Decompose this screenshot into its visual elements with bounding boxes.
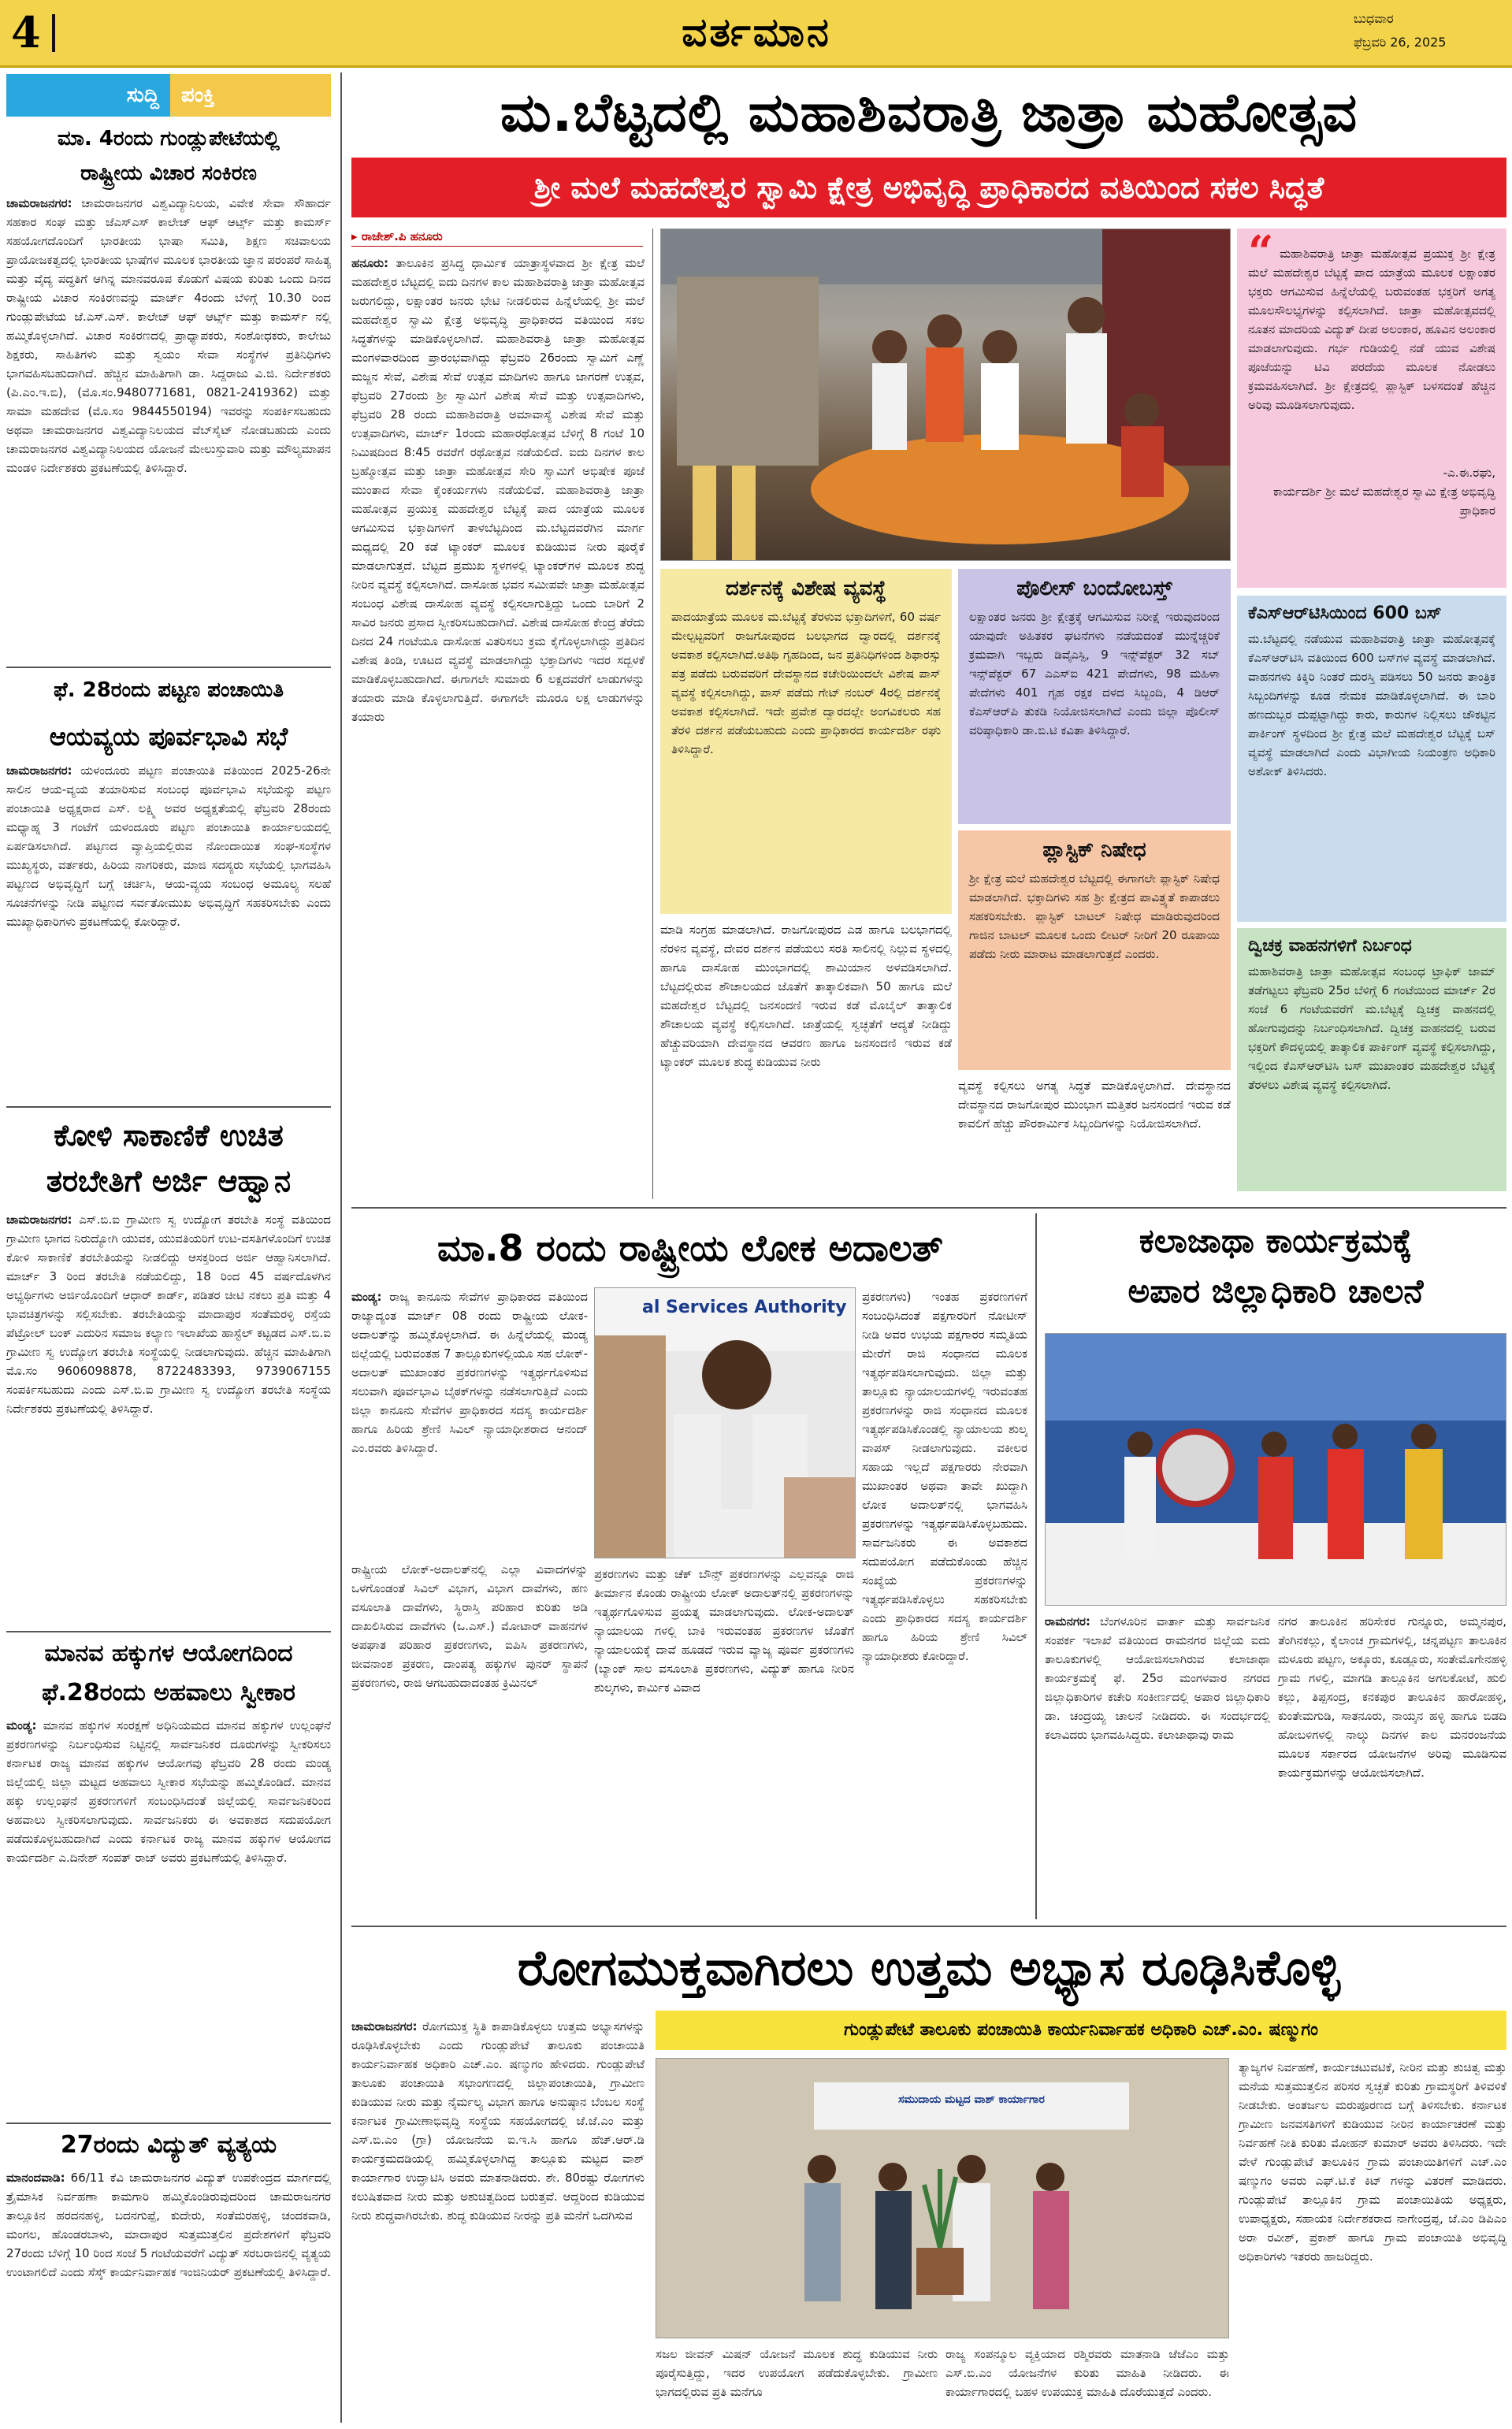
sidebar-tab [6, 74, 331, 117]
byline-author: ರಾಜೇಶ್.ಪಿ ಹನೂರು [361, 229, 443, 243]
darshan-box [660, 569, 952, 914]
divider [6, 667, 331, 668]
s1-headline-1: ಮಾ. 4ರಂದು ಗುಂಡ್ಲುಪೇಟೆಯಲ್ಲಿ [57, 127, 280, 150]
adalat-col1b [351, 1560, 588, 1919]
adalat-headline: ಮಾ.8 ರಂದು ರಾಷ್ಟ್ರೀಯ ಲೋಕ ಅದಾಲತ್ [437, 1227, 943, 1269]
masthead-title: ವರ್ತಮಾನ [682, 9, 831, 55]
s1-headline-2: ರಾಷ್ಟ್ರೀಯ ವಿಚಾರ ಸಂಕಿರಣ [80, 162, 257, 185]
darshan-text: ಪಾದಯಾತ್ರೆಯ ಮೂಲಕ ಮ.ಬೆಟ್ಟಕ್ಕೆ ತೆರಳುವ ಭಕ್ತಾದಿಗಳಿಗೆ, 60 ವರ್ಷ ಮೇಲ್ಪಟ್ಟವರಿಗೆ ರಾಜಗೋಪುರದ ಬಲಭಾಗದ ದ್ವಾರದಲ್ಲಿ ದರ್ಶನಕ್ಕೆ ಅವಕಾಶ ಕಲ್ಪಿಸಲಾಗಿದೆ.ಅತಿಥಿ ಗೃಹದಿಂದ, ಜನ ಪ್ರತಿನಿಧಿಗಳಿಂದ ಶಿಫಾರಸ್ಸು ಪತ್ರ ಪಡೆದು ಬರುವವರಿಗೆ ದೇವಸ್ಥಾನದ ಕಚೇರಿಯಿಂದಲೇ ವಿಶೇಷ ಪಾಸ್ ವ್ಯವಸ್ಥೆ ಕಲ್ಪಿಸಲಾಗಿದ್ದು, ಪಾಸ್ ಪಡೆದು ಗೇಟ್ ನಂಬರ್ 4ರಲ್ಲಿ ದರ್ಶನಕ್ಕೆ ಅವಕಾಶ ಕಲ್ಪಿಸಲಾಗಿದೆ. ಇದೇ ಪ್ರವೇಶ ದ್ವಾರದಲ್ಲೇ ಅಂಗವಿಕಲರು ಸಹ ತೆರಳಿ ದರ್ಶನ ಪಡೆಯಬಹುದು ಎಂದು ಪ್ರಾಧಿಕಾರದ ಕಾರ್ಯದರ್ಶಿ ರಘು ತಿಳಿಸಿದ್ದಾರೆ. [671, 610, 941, 756]
s4-dateline: ಮಂಡ್ಯ: [6, 1718, 37, 1733]
s4-headline-2: ಫೆ.28ರಂದು ಅಹವಾಲು ಸ್ವೀಕಾರ [42, 1679, 295, 1707]
bus-box [1237, 596, 1506, 922]
kalajatha-dateline: ರಾಮನಗರ: [1045, 1614, 1090, 1629]
twowheeler-title: ದ್ವಿಚಕ್ರ ವಾಹನಗಳಿಗೆ ನಿರ್ಬಂಧ [1248, 936, 1412, 956]
quote-sign-name: -ಎ.ಈ.ರಘು, [1443, 466, 1495, 480]
temple-kitchen-photo [660, 228, 1231, 561]
adalat-col1b-text: ರಾಷ್ಟ್ರೀಯ ಲೋಕ್-ಅದಾಲತ್‌ನಲ್ಲಿ ಎಲ್ಲಾ ವಿವಾದಗಳನ್ನು ಒಳಗೊಂಡಂತೆ ಸಿವಿಲ್ ವಿಭಾಗ, ವಿಭಾಗ ದಾವೆಗಳು, ಹಣ ವಸೂಲಾತಿ ದಾವೆಗಳು, ಸ್ಥಿರಾಸ್ತಿ ಪರಿಹಾರ ಕುರಿತು ಅಡಿ ದಾಖಲಿಸಿರುವ ದಾವೆಗಳು (ಒ.ಎಸ್.) ಮೋಟಾರ್ ವಾಹನಗಳ ಅಪಘಾತ ಪರಿಹಾರ ಪ್ರಕರಣಗಳು, ಐಪಿಸಿ ಪ್ರಕರಣಗಳು, ಜೀವನಾಂಶ ಪ್ರಕರಣ, ದಾಂಪತ್ಯ ಹಕ್ಕುಗಳ ಪುನರ್ ಸ್ಥಾಪನೆ ಪ್ರಕರಣಗಳು, ರಾಜಿ ಆಗಬಹುದಾದಂತಹ ಕ್ರಿಮಿನಲ್ [351, 1562, 588, 1690]
lead-col1-text: ತಾಲೂಕಿನ ಪ್ರಸಿದ್ಧ ಧಾರ್ಮಿಕ ಯಾತ್ರಾಸ್ಥಳವಾದ ಶ್ರೀ ಕ್ಷೇತ್ರ ಮಲೆ ಮಹದೇಶ್ವರ ಬೆಟ್ಟದಲ್ಲಿ ಐದು ದಿನಗಳ ಕಾಲ ಮಹಾಶಿವರಾತ್ರಿ ಜಾತ್ರಾ ಮಹೋತ್ಸವ ಜರುಗಲಿದ್ದು, ಲಕ್ಷಾಂತರ ಜನರು ಭೇಟಿ ನೀಡಲಿರುವ ಹಿನ್ನೆಲೆಯಲ್ಲಿ ಶ್ರೀ ಮಲೆ ಮಹದೇಶ್ವರ ಸ್ವಾಮಿ ಕ್ಷೇತ್ರ ಅಭಿವೃದ್ಧಿ ಪ್ರಾಧಿಕಾರದ ವತಿಯಿಂದ ಸಕಲ ಸಿದ್ಧತೆಗಳನ್ನು ಮಾಡಿಕೊಳ್ಳಲಾಗಿದೆ. ಮಹಾಶಿವರಾತ್ರಿ ಜಾತ್ರಾ ಮಹೋತ್ಸವ ಮಂಗಳವಾರದಿಂದ ಪ್ರಾರಂಭವಾಗಿದ್ದು ಫೆಬ್ರವರಿ 26ರಂದು ಸ್ವಾಮಿಗೆ ಎಣ್ಣೆ ಮಜ್ಜನ ಸೇವೆ, ವಿಶೇಷ ಸೇವೆ ಉತ್ಸವ ಮಾದಿಗಳು ಹಾಗೂ ಜಾಗರಣೆ ಉತ್ಸವ, ಫೆಬ್ರವರಿ 27ರಂದು ಶ್ರೀ ಸ್ವಾಮಿಗೆ ವಿಶೇಷ ಸೇವೆ ಮತ್ತು ಉತ್ಸವಾದಿಗಳು, ಫೆಬ್ರವರಿ 28 ರಂದು ಮಹಾಶಿವರಾತ್ರಿ ಅಮಾವಾಸ್ಯೆ ವಿಶೇಷ ಸೇವೆ ಮತ್ತು ಉತ್ಸವಾದಿಗಳು, ಮಾರ್ಚ್ 1ರಂದು ಮಹಾರಥೋತ್ಸವ ಬೆಳಿಗ್ಗೆ 8 ಗಂಟೆ 10 ನಿಮಿಷದಿಂದ 8:45 ರವರೆಗೆ ರಥೋತ್ಸವ ನಡೆಯಲಿದೆ. ಐದು ದಿನಗಳ ಕಾಲ ಬ್ರಹ್ಮೋತ್ಸವ ಮತ್ತು ಜಾತ್ರಾ ಮಹೋತ್ಸವ ಸೇರಿ ಸ್ವಾಮಿಗೆ ಅಭಿಷೇಕ ಪೂಜೆ ಮುಂತಾದ ಸೇವಾ ಕೈಂಕರ್ಯಗಳು ನಡೆಯಲಿವೆ. ಮಹಾಶಿವರಾತ್ರಿ ಜಾತ್ರಾ ಮಹೋತ್ಸವ ಪ್ರಯುಕ್ತ ಮಹದೇಶ್ವರ ಬೆಟ್ಟಕ್ಕೆ ಪಾದ ಯಾತ್ರೆಯ ಮೂಲಕ ಆಗಮಿಸುವ ಭಕ್ತಾದಿಗಳಿಗೆ ತಾಳಬೆಟ್ಟದಿಂದ ಮ.ಬೆಟ್ಟದವರೆಗಿನ ಮಾರ್ಗ ಮಧ್ಯದಲ್ಲಿ 20 ಕಡೆ ಟ್ಯಾಂಕರ್ ಮೂಲಕ ಕುಡಿಯುವ ನೀರು ಪೂರೈಕೆ ಮಾಡಲಾಗುತ್ತದೆ. ಬೆಟ್ಟದ ಪ್ರಮುಖ ಸ್ಥಳಗಳಲ್ಲಿ ಟ್ಯಾಂಕರ್‌ಗಳ ಮೂಲಕ ಶುದ್ಧ ನೀರಿನ ವ್ಯವಸ್ಥೆ ಕಲ್ಪಿಸಲಾಗಿದೆ. ದಾಸೋಹ ಭವನ ಸಮೀಪವೇ ಜಾತ್ರಾ ಮಹೋತ್ಸವ ಸಂಬಂಧ ವಿಶೇಷ ದಾಸೋಹ ವ್ಯವಸ್ಥೆ ಕಲ್ಪಿಸಲಾಗುತ್ತಿದ್ದು ಒಂದು ಬಾರಿಗೆ 2 ಸಾವಿರ ಜನರು ಪ್ರಸಾದ ಸ್ವೀಕರಿಸಬಹುದಾಗಿದೆ. ವಿಶೇಷ ದಾಸೋಹ ಕೇಂದ್ರ ತೆರೆದು ದಿನದ 24 ಗಂಟೆಯೂ ದಾಸೋಹ ವಿತರಿಸಲು ಕ್ರಮ ಕೈಗೊಳ್ಳಲಾಗಿದ್ದು ಪ್ರತಿದಿನ ವಿಶೇಷ ತಿಂಡಿ, ಊಟದ ವ್ಯವಸ್ಥೆ ಮಾಡಲಾಗಿದ್ದು ಭಕ್ತಾದಿಗಳು ಇದರ ಸದ್ಬಳಕೆ ಮಾಡಿಕೊಳ್ಳಬಹುದಾಗಿದೆ. ಈಗಾಗಲೇ ಸುಮಾರು 6 ಲಕ್ಷದವರೆಗೆ ಲಾಡುಗಳನ್ನು ತಯಾರು ಮಾಡಿ ಕೊಳ್ಳಲಾಗುತ್ತಿದೆ. ಈಗಾಗಲೇ ಮೂರೂ ಲಕ್ಷ ಲಾಡುಗಳನ್ನು ತಯಾರು [351, 256, 645, 724]
lead-col2a [660, 920, 952, 1199]
twowheeler-box [1237, 928, 1506, 1191]
arrow-icon: ▸ [351, 229, 362, 243]
s3-headline-2: ತರಬೇತಿಗೆ ಅರ್ಜಿ ಆಹ್ವಾನ [46, 1164, 292, 1198]
lead-col2a-text: ಮಾಡಿ ಸಂಗ್ರಹ ಮಾಡಲಾಗಿದೆ. ರಾಜಗೋಪುರದ ಎಡ ಹಾಗೂ ಬಲಭಾಗದಲ್ಲಿ ನೆರಳಿನ ವ್ಯವಸ್ಥೆ, ದೇವರ ದರ್ಶನ ಪಡೆಯಲು ಸರತಿ ಸಾಲಿನಲ್ಲಿ ನಿಲ್ಲುವ ಸ್ಥಳದಲ್ಲಿ ಹಾಗೂ ದಾಸೋಹ ಮುಂಭಾಗದಲ್ಲಿ ಶಾಮಿಯಾನ ಅಳವಡಿಸಲಾಗಿದೆ. ಬೆಟ್ಟದಲ್ಲಿರುವ ಶೌಚಾಲಯದ ಜೊತೆಗೆ ತಾತ್ಕಾಲಿಕವಾಗಿ 50 ಹಾಗೂ ಮಲೆ ಮಹದೇಶ್ವರ ಬೆಟ್ಟದಲ್ಲಿ ಜನಸಂದಣಿ ಇರುವ ಕಡೆ ಮೊಬೈಲ್ ತಾತ್ಕಾಲಿಕ ಶೌಚಾಲಯ ವ್ಯವಸ್ಥೆ ಕಲ್ಪಿಸಲಾಗಿದೆ. ಜಾತ್ರೆಯಲ್ಲಿ ಸ್ವಚ್ಛತೆಗೆ ಆದ್ಯತೆ ನೀಡಿದ್ದು ಹೆಚ್ಚುವರಿಯಾಗಿ ದೇವಸ್ಥಾನದ ಆವರಣ ಹಾಗೂ ಜನಸಂದಣಿ ಇರುವ ಕಡೆ ಟ್ಯಾಂಕರ್ ಮೂಲಕ ಶುದ್ಧ ಕುಡಿಯುವ ನೀರು [660, 923, 952, 1069]
lead-byline [351, 228, 643, 247]
health-col1-text: ರೋಗಮುಕ್ತ ಸ್ಥಿತಿ ಕಾಪಾಡಿಕೊಳ್ಳಲು ಉತ್ತಮ ಅಭ್ಯಾಸಗಳನ್ನು ರೂಢಿಸಿಕೊಳ್ಳಬೇಕು ಎಂದು ಗುಂಡ್ಲುಪೇಟೆ ತಾಲೂಕು ಪಂಚಾಯಿತಿ ಕಾರ್ಯನಿರ್ವಾಹಕ ಅಧಿಕಾರಿ ಎಚ್.ಎಂ. ಷಣ್ಮುಗಂ ಹೇಳಿದರು. ಗುಂಡ್ಲುಪೇಟೆ ತಾಲೂಕು ಪಂಚಾಯಿತಿ ಸಭಾಂಗಣದಲ್ಲಿ ಜಿಲ್ಲಾಪಂಚಾಯಿತಿ, ಗ್ರಾಮೀಣ ಕುಡಿಯುವ ನೀರು ಮತ್ತು ನೈರ್ಮಲ್ಯ ವಿಭಾಗ ಹಾಗೂ ಅನುಷ್ಠಾನ ಬೆಂಬಲ ಸಂಸ್ಥೆ ಕರ್ನಾಟಕ ಗ್ರಾಮೀಣಾಭಿವೃದ್ಧಿ ಸಂಸ್ಥೆಯ ಸಹಯೋಗದಲ್ಲಿ ಜೆ.ಜೆ.ಎಂ ಮತ್ತು ಎಸ್.ಬಿ.ಎಂ (ಗ್ರಾ) ಯೋಜನೆಯ ಐ.ಇ.ಸಿ ಹಾಗೂ ಹೆಚ್.ಆರ್.ಡಿ ಕಾರ್ಯಕ್ರಮದಡಿಯಲ್ಲಿ ಹಮ್ಮಿಕೊಳ್ಳಲಾಗಿದ್ದ ತಾಲ್ಲೂಕು ಮಟ್ಟದ ವಾಶ್ ಕಾರ್ಯಾಗಾರ ಉದ್ಘಾಟಿಸಿ ಅವರು ಮಾತನಾಡಿದರು. ಶೇ. 80ರಷ್ಟು ರೋಗಗಳು ಕಲುಷಿತವಾದ ನೀರು ಮತ್ತು ಅಶುಚಿತ್ವದಿಂದ ಬರುತ್ತವೆ. ಆದ್ದರಿಂದ ಕುಡಿಯುವ ನೀರು ಶುದ್ಧವಾಗಿರಬೇಕು. ಶುದ್ಧ ಕುಡಿಯುವ ನೀರನ್ನು ಪ್ರತಿ ಮನೆಗೆ ಒದಗಿಸುವ [351, 2019, 645, 2223]
health-col3-text: ತ್ಯಾಜ್ಯಗಳ ನಿರ್ವಹಣೆ, ಕಾರ್ಯಚಟುವಟಿಕೆ, ನೀರಿನ ಮತ್ತು ಶುಚಿತ್ವ ಮತ್ತು ಮನೆಯ ಸುತ್ತಮುತ್ತಲಿನ ಪರಿಸರ ಸ್ವಚ್ಛತೆ ಕುರಿತು ಗ್ರಾಮಸ್ಥರಿಗೆ ತಿಳಿವಳಿಕೆ ನೀಡಬೇಕು. ಅಂತರ್ಜಲ ಮರುಪೂರಣದ ಬಗ್ಗೆ ತಿಳಿಸಬೇಕು. ಕರ್ನಾಟಕ ಗ್ರಾಮೀಣ ಜನವಸತಿಗಳಿಗೆ ಕುಡಿಯುವ ನೀರಿನ ಕಾರ್ಯಾಚರಣೆ ಮತ್ತು ನಿರ್ವಹಣೆ ನೀತಿ ಕುರಿತು ಮೋಹನ್ ಕುಮಾರ್ ಅವರು ತಿಳಿಸಿದರು. ಇದೇ ವೇಳೆ ಗುಂಡ್ಲುಪೇಟೆ ತಾಲೂಕಿನ ಗ್ರಾಮ ಪಂಚಾಯಿತಿಗಳಿಗೆ ಎಚ್.ಎಂ ಷಣ್ಮುಗಂ ಅವರು ಎಫ್.ಟಿ.ಕೆ ಕಿಟ್ ಗಳನ್ನು ವಿತರಣೆ ಮಾಡಿದರು. ಗುಂಡ್ಲುಪೇಟೆ ತಾಲ್ಲೂಕಿನ ಗ್ರಾಮ ಪಂಚಾಯಿತಿಯ ಅಧ್ಯಕ್ಷರು, ಉಪಾಧ್ಯಕ್ಷರು, ಸಹಾಯಕ ನಿರ್ದೇಶಕರಾದ ನಾಗೇಂದ್ರಪ್ಪ, ಜೆ.ಎಂ ಡಿಪಿಎಂ ಅರಾ ರವೀಶ್, ಪ್ರಕಾಶ್ ಹಾಗೂ ಗ್ರಾಮ ಪಂಚಾಯಿತಿ ಅಭಿವೃದ್ಧಿ ಅಧಿಕಾರಿಗಳು ಇತರರು ಹಾಜರಿದ್ದರು. [1239, 2060, 1506, 2264]
masthead [0, 0, 1512, 68]
adalat-col2a-text: ಪ್ರಕರಣಗಳು ಮತ್ತು ಚೆಕ್ ಬೌನ್ಸ್ ಪ್ರಕರಣಗಳನ್ನು ಎಲ್ಲವನ್ನೂ ರಾಜಿ ತೀರ್ಮಾನ ಕೊಂಡು ರಾಷ್ಟ್ರೀಯ ಲೋಕ್ ಅದಾಲತ್‌ನಲ್ಲಿ ಪ್ರಕರಣಗಳನ್ನು ಇತ್ಯರ್ಥಗೊಳಿಸುವ ಪ್ರಯತ್ನ ಮಾಡಲಾಗುವುದು. ಲೋಕ-ಅದಾಲತ್ ನ್ಯಾಯಾಲಯ ಗಳಲ್ಲಿ ಬಾಕಿ ಇರುವಂತಹ ಪ್ರಕರಣಗಳ ಜೊತೆಗೆ ನ್ಯಾಯಾಲಯಕ್ಕೆ ದಾವೆ ಹೂಡದೆ ಇರುವ ವ್ಯಾಜ್ಯ ಪೂರ್ವ ಪ್ರಕರಣಗಳು (ಬ್ಯಾಂಕ್ ಸಾಲ ವಸೂಲಾತಿ ಪ್ರಕರಣಗಳು, ವಿದ್ಯುತ್ ಹಾಗೂ ನೀರಿನ ಶುಲ್ಕಗಳು, ಕಾರ್ಮಿಕ ವಿವಾದ [594, 1567, 854, 1695]
adalat-dateline: ಮಂಡ್ಯ: [351, 1290, 382, 1304]
lead-col1 [351, 254, 645, 1199]
adalat-col1 [351, 1287, 588, 1551]
s1-dateline: ಚಾಮರಾಜನಗರ: [6, 196, 72, 210]
s3-body [6, 1210, 331, 1623]
s4-body [6, 1716, 331, 2113]
s1-text: ಚಾಮರಾಜನಗರ ವಿಶ್ವವಿದ್ಯಾನಿಲಯ, ವಿವೇಕ ಸೇವಾ ಸೌಹಾರ್ದ ಸಹಕಾರ ಸಂಘ ಮತ್ತು ಜೆಎಸ್ಎಸ್ ಕಾಲೇಜ್ ಆಫ್ ಆರ್ಟ್ಸ್ ಮತ್ತು ಕಾಮರ್ಸ್ ಸಹಯೋಗದೊಂದಿಗೆ ಭಾರತೀಯ ಭಾಷಾ ಸಮಿತಿ, ಶಿಕ್ಷಣ ಸಚಿವಾಲಯ ಪ್ರಾಯೋಜಕತ್ವದಲ್ಲಿ ಭಾರತೀಯ ಭಾಷೆಗಳ ಮೂಲಕ ಭಾರತೀಯ ಜ್ಞಾನ ಪರಂಪರೆ ಸಾಹಿತ್ಯ ಮತ್ತು ವೈದ್ಯ ಪದ್ಧತಿಗೆ ಆಗಿನ್ನ ಮಾನವರೂಪ ಕೊಡುಗೆ ವಿಷಯ ಕುರಿತು ಒಂದು ದಿನದ ರಾಷ್ಟ್ರೀಯ ವಿಚಾರ ಸಂಕಿರಣವನ್ನು ಮಾರ್ಚ್ 4ರಂದು ಬೆಳಿಗ್ಗೆ 10.30 ರಿಂದ ಗುಂಡ್ಲುಪೇಟೆಯ ಜೆ.ಎಸ್.ಎಸ್. ಕಾಲೇಜ್ ಆಫ್ ಆರ್ಟ್ಸ್ ಮತ್ತು ಕಾಮರ್ಸ್ ನಲ್ಲಿ ಹಮ್ಮಿಕೊಳ್ಳಲಾಗಿದೆ. ವಿಚಾರ ಸಂಕಿರಣದಲ್ಲಿ ಪ್ರಾಧ್ಯಾಪಕರು, ಸಂಶೋಧಕರು, ಕಾಲೇಜು ಶಿಕ್ಷಕರು, ಸಾಹಿತಿಗಳು ಮತ್ತು ಸ್ವಯಂ ಸೇವಾ ಸಂಸ್ಥೆಗಳ ಪ್ರತಿನಿಧಿಗಳು ಭಾಗವಹಿಸಬಹುದಾಗಿದೆ. ಹೆಚ್ಚಿನ ಮಾಹಿತಿಗಾಗಿ ಡಾ. ಸಿದ್ದರಾಜು ವಿ.ಜಿ. ನಿರ್ದೇಶಕರು (ಪಿ.ಎಂ.ಇ.ಬಿ), (ಮೊ.ಸಂ.9480771681, 0821-2419362) ಮತ್ತು ಸಾಮಾ ಮಹದೇವ (ಮೊ.ಸಂ 9844550194) ಇವರನ್ನು ಸಂಪರ್ಕಿಸಬಹುದು ಅಥವಾ ಚಾಮರಾಜನಗರ ವಿಶ್ವವಿದ್ಯಾನಿಲಯದ ವೆಬ್‌ಸೈಟ್ ನೋಡಬಹುದು ಎಂದು ಚಾಮರಾಜನಗರ ವಿಶ್ವವಿದ್ಯಾನಿಲಯದ ಯೋಜನೆ ಮೇಲುಸ್ತುವಾರಿ ಮತ್ತು ಮೌಲ್ಯಮಾಪನ ಮಂಡಳಿ ನಿರ್ದೇಶಕರು ಪ್ರಕಟಣೆಯಲ್ಲಿ ತಿಳಿಸಿದ್ದಾರೆ. [6, 196, 331, 475]
s5-body [6, 2168, 331, 2412]
plastic-text: ಶ್ರೀ ಕ್ಷೇತ್ರ ಮಲೆ ಮಹದೇಶ್ವರ ಬೆಟ್ಟದಲ್ಲಿ ಈಗಾಗಲೇ ಪ್ಲಾಸ್ಟಿಕ್ ನಿಷೇಧ ಮಾಡಲಾಗಿದೆ. ಭಕ್ತಾದಿಗಳು ಸಹ ಶ್ರೀ ಕ್ಷೇತ್ರದ ಪಾವಿತ್ರ್ಯತೆ ಕಾಪಾಡಲು ಸಹಕರಿಸಬೇಕು. ಪ್ಲಾಸ್ಟಿಕ್ ಬಾಟಲ್ ನಿಷೇಧ ಮಾಡಿರುವುದರಿಂದ ಗಾಜಿನ ಬಾಟಲ್ ಮೂಲಕ ಒಂದು ಲೀಟರ್ ನೀರಿಗೆ 20 ರೂಪಾಯಿ ಪಡೆದು ನೀರು ಮಾರಾಟ ಮಾಡಲಾಗುತ್ತದೆ ಎಂದರು. [969, 871, 1220, 961]
page-number-bar [52, 14, 55, 52]
plastic-box [958, 830, 1231, 1070]
health-caption-1-text: ಸಜಲ ಜೀವನ್ ಮಿಷನ್ ಯೋಜನೆ ಮೂಲಕ ಶುದ್ಧ ಕುಡಿಯುವ ನೀರು ಪೂರೈಸುತ್ತಿದ್ದು, ಇದರ ಉಪಯೋಗ ಪಡೆದುಕೊಳ್ಳಬೇಕು. ಗ್ರಾಮೀಣ ಭಾಗದಲ್ಲಿರುವ ಪ್ರತಿ ಮನೆಗೂ [656, 2347, 938, 2399]
s5-text: 66/11 ಕೆವಿ ಚಾಮರಾಜನಗರ ವಿದ್ಯುತ್ ಉಪಕೇಂದ್ರದ ಮಾರ್ಗದಲ್ಲಿ ತ್ರೈಮಾಸಿಕ ನಿರ್ವಹಣಾ ಕಾಮಗಾರಿ ಹಮ್ಮಿಕೊಂಡಿರುವುದರಿಂದ ಚಾಮರಾಜನಗರ ತಾಲ್ಲೂಕಿನ ಹರದನಹಳ್ಳಿ, ಬದನಗುಪ್ಪೆ, ಕುದೇರು, ಸಂತೆಮರಹಳ್ಳಿ, ಚಂದಕವಾಡಿ, ಮಂಗಲ, ಹೊಂಡರಬಾಳು, ಮಾದಾಪುರ ಸುತ್ತಮುತ್ತಲಿನ ಪ್ರದೇಶಗಳಿಗೆ ಫೆಬ್ರವರಿ 27ರಂದು ಬೆಳಿಗ್ಗೆ 10 ರಿಂದ ಸಂಜೆ 5 ಗಂಟೆಯವರೆಗೆ ವಿದ್ಯುತ್ ಸರಬರಾಜಿನಲ್ಲಿ ವ್ಯತ್ಯಯ ಉಂಟಾಗಲಿದೆ ಎಂದು ಸೆಸ್ಕ್ ಕಾರ್ಯನಿರ್ವಾಹಕ ಇಂಜಿನಿಯರ್ ಪ್ರಕಟಣೆಯಲ್ಲಿ ತಿಳಿಸಿದ್ದಾರೆ. [6, 2171, 331, 2279]
photo-illustration [595, 1288, 856, 1558]
health-dateline: ಚಾಮರಾಜನಗರ: [351, 2019, 418, 2033]
health-col3 [1239, 2058, 1506, 2423]
s4-text: ಮಾನವ ಹಕ್ಕುಗಳ ಸಂರಕ್ಷಣೆ ಅಧಿನಿಯಮದ ಮಾನವ ಹಕ್ಕುಗಳ ಉಲ್ಲಂಘನೆ ಪ್ರಕರಣಗಳನ್ನು ನಿರ್ಬಂಧಿಸುವ ನಿಟ್ಟಿನಲ್ಲಿ ಸಾರ್ವಜನಿಕರ ದೂರುಗಳನ್ನು ಸ್ವೀಕರಿಸಲು ಕರ್ನಾಟಕ ರಾಜ್ಯ ಮಾನವ ಹಕ್ಕುಗಳ ಆಯೋಗವು ಫೆಬ್ರವರಿ 28 ರಂದು ಮಂಡ್ಯ ಜಿಲ್ಲೆಯಲ್ಲಿ ಜಿಲ್ಲಾ ಮಟ್ಟದ ಅಹವಾಲು ಸ್ವೀಕಾರ ಸಭೆಯನ್ನು ಹಮ್ಮಿಕೊಂಡಿದೆ. ಮಾನವ ಹಕ್ಕು ಉಲ್ಲಂಘನೆ ಪ್ರಕರಣಗಳಿಗೆ ಸಂಬಂಧಿಸಿದಂತೆ ಜಿಲ್ಲೆಯಲ್ಲಿ ಸಾರ್ವಜನಿಕರಿಂದ ಅಹವಾಲು ಸ್ವೀಕರಿಸಲಾಗುವುದು. ಸಾರ್ವಜನಿಕರು ಈ ಅವಕಾಶದ ಸದುಪಯೋಗ ಪಡೆದುಕೊಳ್ಳಬಹುದಾಗಿದೆ ಎಂದು ಕರ್ನಾಟಕ ರಾಜ್ಯ ಮಾನವ ಹಕ್ಕುಗಳ ಆಯೋಗದ ಕಾರ್ಯದರ್ಶಿ ಎ.ದಿನೇಶ್ ಸಂಪತ್ ರಾಜ್ ಅವರು ಪ್ರಕಟಣೆಯಲ್ಲಿ ತಿಳಿಸಿದ್ದಾರೆ. [6, 1718, 331, 1865]
sidebar-tab-right: ಪಂಕ್ತಿ [170, 74, 331, 117]
s2-headline-1: ಫೆ. 28ರಂದು ಪಟ್ಟಣ ಪಂಚಾಯಿತಿ [53, 678, 284, 702]
s2-body [6, 761, 331, 1131]
column-divider [652, 228, 653, 1199]
bus-title: ಕೆಎಸ್‌ಆರ್‌ಟಿಸಿಯಿಂದ 600 ಬಸ್ [1248, 604, 1442, 623]
lead-dateline: ಹನೂರು: [351, 256, 389, 270]
s2-text: ಯಳಂದೂರು ಪಟ್ಟಣ ಪಂಚಾಯಿತಿ ವತಿಯಿಂದ 2025-26ನೇ ಸಾಲಿನ ಆಯ-ವ್ಯಯ ತಯಾರಿಸುವ ಸಂಬಂಧ ಪೂರ್ವಭಾವಿ ಸಭೆಯನ್ನು ಪಟ್ಟಣ ಪಂಚಾಯಿತಿ ಅಧ್ಯಕ್ಷರಾದ ಎಸ್. ಲಕ್ಷ್ಮಿ ಅವರ ಅಧ್ಯಕ್ಷತೆಯಲ್ಲಿ ಫೆಬ್ರವರಿ 28ರಂದು ಮಧ್ಯಾಹ್ನ 3 ಗಂಟೆಗೆ ಯಳಂದೂರು ಪಟ್ಟಣ ಪಂಚಾಯಿತಿ ಕಾರ್ಯಾಲಯದಲ್ಲಿ ಏರ್ಪಡಿಸಲಾಗಿದೆ. ಪಟ್ಟಣದ ವ್ಯಾಪ್ತಿಯಲ್ಲಿರುವ ನೋಂದಾಯಿತ ಸಂಘ-ಸಂಸ್ಥೆಗಳ ಮುಖ್ಯಸ್ಥರು, ವರ್ತಕರು, ಹಿರಿಯ ನಾಗರಿಕರು, ಮಾಜಿ ಸದಸ್ಯರು ಸಭೆಯಲ್ಲಿ ಭಾಗವಹಿಸಿ ಪಟ್ಟಣದ ಅಭಿವೃದ್ಧಿಗೆ ಬಗ್ಗೆ ಚರ್ಚಿಸಿ, ಆಯ-ವ್ಯಯ ಸಂಬಂಧ ಅಮೂಲ್ಯ ಸಲಹೆ ಸೂಚನೆಗಳನ್ನು ನೀಡಿ ಪಟ್ಟಣದ ಸರ್ವತೋಮುಖ ಅಭಿವೃದ್ಧಿಗೆ ಸಹಕರಿಸಬೇಕು ಎಂದು ಮುಖ್ಯಾಧಿಕಾರಿಗಳು ಪ್ರಕಟಣೆಯಲ್ಲಿ ಕೋರಿದ್ದಾರೆ. [6, 763, 331, 929]
section-divider [351, 1207, 1506, 1209]
column-divider [340, 72, 342, 2423]
lead-headline: ಮ.ಬೆಟ್ಟದಲ್ಲಿ ಮಹಾಶಿವರಾತ್ರಿ ಜಾತ್ರಾ ಮಹೋತ್ಸವ [500, 82, 1358, 144]
kalajatha-headline-1: ಕಲಾಜಾಥಾ ಕಾರ್ಯಕ್ರಮಕ್ಕೆ [1139, 1221, 1413, 1260]
kalajatha-col1-text: ಬೆಂಗಳೂರಿನ ವಾರ್ತಾ ಮತ್ತು ಸಾರ್ವಜನಿಕ ಸಂಪರ್ಕ ಇಲಾಖೆ ವತಿಯಿಂದ ರಾಮನಗರ ಜಿಲ್ಲೆಯ ಐದು ತಾಲೂಕುಗಳಲ್ಲಿ ಆಯೋಜಿಸಲಾಗಿರುವ ಕಲಾಜಾಥಾ ಕಾರ್ಯಕ್ರಮಕ್ಕೆ ಫೆ. 25ರ ಮಂಗಳವಾರ ನಗರದ ಜಿಲ್ಲಾಧಿಕಾರಿಗಳ ಕಚೇರಿ ಸಂಕೀರ್ಣದಲ್ಲಿ ಅಪಾರ ಜಿಲ್ಲಾಧಿಕಾರಿ ಡಾ. ಚಂದ್ರಯ್ಯ ಚಾಲನೆ ನೀಡಿದರು. ಈ ಸಂದರ್ಭದಲ್ಲಿ ಕಲಾವಿದರು ಭಾಗವಹಿಸಿದ್ದರು. ಕಲಾಜಾಥಾವು ರಾಮ [1045, 1614, 1270, 1742]
kalajatha-col1 [1045, 1612, 1270, 1919]
s3-text: ಎಸ್.ಬಿ.ಐ ಗ್ರಾಮೀಣ ಸ್ವ ಉದ್ಯೋಗ ತರಬೇತಿ ಸಂಸ್ಥೆ ವತಿಯಿಂದ ಗ್ರಾಮೀಣ ಭಾಗದ ನಿರುದ್ಯೋಗಿ ಯುವಕ, ಯುವತಿಯರಿಗೆ ಉಟ-ವಸತಿಗಳೊಂದಿಗೆ ಉಚಿತ ಕೋಳಿ ಸಾಕಾಣಿಕೆ ತರಬೇತಿಯನ್ನು ನೀಡಲಿದ್ದು ಆಸಕ್ತರಿಂದ ಅರ್ಜಿ ಆಹ್ವಾನಿಸಲಾಗಿದೆ. ಮಾರ್ಚ್ 3 ರಿಂದ ತರಬೇತಿ ನಡೆಯಲಿದ್ದು, 18 ರಿಂದ 45 ವರ್ಷದೊಳಗಿನ ಅಭ್ಯರ್ಥಿಗಳು ಅರ್ಜಿಯೊಂದಿಗೆ ಆಧಾರ್ ಕಾರ್ಡ್, ಪಡಿತರ ಚೀಟಿ ನಕಲು ಪ್ರತಿ ಮತ್ತು 4 ಭಾವಚಿತ್ರಗಳನ್ನು ಸಲ್ಲಿಸಬೇಕು. ತರಬೇತಿಯನ್ನು ಮಾದಾಪುರ ಸಂತೆಮರಳ್ಳಿ ರಸ್ತೆಯ ಪೆಟ್ರೋಲ್ ಬಂಕ್ ಎದುರಿನ ಸಮಾಜ ಕಲ್ಯಾಣ ಇಲಾಖೆಯ ಹಾಸ್ಟೆಲ್ ಕಟ್ಟಡದ ಎಸ್.ಬಿ.ಐ ಗ್ರಾಮೀಣ ಸ್ವ ಉದ್ಯೋಗ ತರಬೇತಿ ಸಂಸ್ಥೆಯಲ್ಲಿ ನೀಡಲಾಗುವುದು. ಹೆಚ್ಚಿನ ಮಾಹಿತಿಗಾಗಿ ಮೊ.ಸಂ 9606098878, 8722483393, 9739067155 ಸಂಪರ್ಕಿಸಬಹುದು ಎಂದು ಎಸ್.ಬಿ.ಐ ಗ್ರಾಮೀಣ ಸ್ವ ಉದ್ಯೋಗ ತರಬೇತಿ ಸಂಸ್ಥೆಯ ನಿರ್ದೇಶಕರು ಪ್ರಕಟಣೆಯಲ್ಲಿ ತಿಳಿಸಿದ್ದಾರೆ. [6, 1213, 331, 1416]
photo-illustration [1046, 1334, 1506, 1606]
divider [6, 2123, 331, 2124]
health-headline: ರೋಗಮುಕ್ತವಾಗಿರಲು ಉತ್ತಮ ಅಭ್ಯಾಸ ರೂಢಿಸಿಕೊಳ್ಳಿ [517, 1939, 1341, 1996]
s2-headline-2: ಆಯವ್ಯಯ ಪೂರ್ವಭಾವಿ ಸಭೆ [49, 722, 288, 752]
kalajatha-col2 [1278, 1612, 1506, 1919]
quote-sign-title: ಕಾರ್ಯದರ್ಶಿ ಶ್ರೀ ಮಲೆ ಮಹದೇಶ್ವರ ಸ್ವಾಮಿ ಕ್ಷೇತ್ರ ಅಭಿವೃದ್ಧಿ ಪ್ರಾಧಿಕಾರ [1272, 485, 1495, 518]
workshop-photo [656, 2058, 1229, 2338]
sidebar [6, 71, 331, 2423]
health-caption-2 [945, 2345, 1229, 2423]
adalat-col3-text: ಪ್ರಕರಣಗಳು) ಇಂತಹ ಪ್ರಕರಣಗಳಿಗೆ ಸಂಬಂಧಿಸಿದಂತೆ ಪಕ್ಷಗಾರರಿಗೆ ನೋಟೀಸ್ ನೀಡಿ ಅವರ ಉಭಯ ಪಕ್ಷಗಾರರ ಸಮ್ಮತಿಯ ಮೇರೆಗೆ ರಾಜಿ ಸಂಧಾನದ ಮೂಲಕ ಇತ್ಯರ್ಥಪಡಿಸಲಾಗುವುದು. ಜಿಲ್ಲಾ ಮತ್ತು ತಾಲ್ಲೂಕು ನ್ಯಾಯಾಲಯಗಳಲ್ಲಿ ಇರುವಂತಹ ಪ್ರಕರಣಗಳನ್ನು ರಾಜಿ ಸಂಧಾನದ ಮೂಲಕ ಇತ್ಯರ್ಥಪಡಿಸಿಕೊಂಡಲ್ಲಿ ನ್ಯಾಯಾಲಯ ಶುಲ್ಕ ವಾಪಸ್ ನೀಡಲಾಗುವುದು. ವಕೀಲರ ಸಹಾಯ ಇಲ್ಲದೆ ಪಕ್ಷಗಾರರು ನೇರವಾಗಿ ಮುಖಾಂತರ ಅಥವಾ ತಾವೇ ಖುದ್ದಾಗಿ ಲೋಕ ಅದಾಲತ್‌ನಲ್ಲಿ ಭಾಗವಹಿಸಿ ಪ್ರಕರಣಗಳನ್ನು ಇತ್ಯರ್ಥಪಡಿಸಿಕೊಳ್ಳಬಹುದು. ಸಾರ್ವಜನಿಕರು ಈ ಅವಕಾಶದ ಸದುಪಯೋಗ ಪಡೆದುಕೊಂಡು ಹೆಚ್ಚಿನ ಸಂಖ್ಯೆಯ ಪ್ರಕರಣಗಳನ್ನು ಇತ್ಯರ್ಥಪಡಿಸಿಕೊಳ್ಳಲು ಸಹಕರಿಸಬೇಕು ಎಂದು ಪ್ರಾಧಿಕಾರದ ಸದಸ್ಯ ಕಾರ್ಯದರ್ಶಿ ಹಾಗೂ ಹಿರಿಯ ಶ್ರೇಣಿ ಸಿವಿಲ್ ನ್ಯಾಯಾಧೀಶರು ಕೋರಿದ್ದಾರೆ. [862, 1290, 1027, 1663]
health-caption-1 [656, 2345, 938, 2423]
section-divider [351, 1926, 1506, 1927]
quote-box [1237, 228, 1506, 588]
police-title: ಪೊಲೀಸ್ ಬಂದೋಬಸ್ತ್ [1016, 577, 1172, 600]
s1-body [6, 194, 331, 656]
darshan-title: ದರ್ಶನಕ್ಕೆ ವಿಶೇಷ ವ್ಯವಸ್ಥೆ [726, 577, 886, 600]
health-subheadline: ಗುಂಡ್ಲುಪೇಟೆ ತಾಲೂಕು ಪಂಚಾಯಿತಿ ಕಾರ್ಯನಿರ್ವಾಹಕ ಅಧಿಕಾರಿ ಎಚ್.ಎಂ. ಷಣ್ಮುಗಂ [656, 2011, 1506, 2050]
judge-photo [594, 1287, 856, 1558]
adalat-col3 [862, 1287, 1027, 1919]
quote-icon: “ [1248, 228, 1274, 278]
s4-headline-1: ಮಾನವ ಹಕ್ಕುಗಳ ಆಯೋಗದಿಂದ [44, 1640, 293, 1667]
kalajatha-col2-text: ನಗರ ತಾಲೂಕಿನ ಹರಿಸೇಕರ ಗುನ್ನೂರು, ಅಮ್ಮನಪುರ, ತೆಂಗಿನಕಲ್ಲು, ಕೈಲಾಂಚ ಗ್ರಾಮಗಳಲ್ಲಿ, ಚನ್ನಪಟ್ಟಣ ತಾಲೂಕಿನ ಮಳೂರು ಪಟ್ಟಣ, ಅಕ್ಕೂರು, ಕೂಡ್ಲೂರು, ಸಂತೇಮೊಗೇನಹಳ್ಳಿ ಗ್ರಾಮ ಗಳಲ್ಲಿ, ಮಾಗಡಿ ತಾಲ್ಲೂಕಿನ ಅಗಲಕೋಟೆ, ಹುಲಿ ಕಲ್ಲು, ತಿಪ್ಪಸಂದ್ರ, ಕನಕಪುರ ತಾಲೂಕಿನ ಹಾರೋಹಳ್ಳಿ, ಕುಂತೇಮಗುಡಿ, ಸಾತನೂರು, ನಾಯ್ಕನ ಹಳ್ಳಿ ಹಾಗೂ ಬಿಡದಿ ಹೋಬಳಿಗಳಲ್ಲಿ ನಾಲ್ಕು ದಿನಗಳ ಕಾಲ ಮನರಂಜನೆಯ ಮೂಲಕ ಸರ್ಕಾರದ ಯೋಜನೆಗಳ ಅರಿವು ಮೂಡಿಸುವ ಕಾರ್ಯಕ್ರಮಗಳನ್ನು ಆಯೋಜಿಸಲಾಗಿದೆ. [1278, 1614, 1506, 1780]
bus-text: ಮ.ಬೆಟ್ಟದಲ್ಲಿ ನಡೆಯುವ ಮಹಾಶಿವರಾತ್ರಿ ಜಾತ್ರಾ ಮಹೋತ್ಸವಕ್ಕೆ ಕೆಎಸ್‌ಆರ್‌ಟಿಸಿ ವತಿಯಿಂದ 600 ಬಸ್‌ಗಳ ವ್ಯವಸ್ಥೆ ಮಾಡಲಾಗಿದೆ. ವಾಹನಗಳು ಕಿಕ್ಕಿರಿ ನಿಂತರೆ ದುರಸ್ತಿ ಪಡಿಸಲು 50 ಜನರು ತಾಂತ್ರಿಕ ಸಿಬ್ಬಂದಿಗಳನ್ನು ಕೂಡ ನೇಮಕ ಮಾಡಿಕೊಳ್ಳಲಾಗಿದೆ. ಈ ಬಾರಿ ಹಣದುಬ್ಬರ ದುಪ್ಪಟ್ಟಾಗಿದ್ದು ಕಾರು, ಕಾರುಗಳ ನಿಲ್ಲಿಸಲು ಚೌಕಟ್ಟಿನ ಪಾರ್ಕಿಂಗ್ ಸ್ಥಳದಿಂದ ಶ್ರೀ ಕ್ಷೇತ್ರ ಮಲೆ ಮಹದೇಶ್ವರ ಬೆಟ್ಟಕ್ಕೆ ಬಸ್ ವ್ಯವಸ್ಥೆ ಮಾಡಲಾಗಿದೆ ಎಂದು ವಿಭಾಗೀಯ ನಿಯಂತ್ರಣ ಅಧಿಕಾರಿ ಅಶೋಕ್ ತಿಳಿಸಿದರು. [1248, 632, 1495, 778]
column-divider [1035, 1213, 1037, 1919]
s5-dateline: ಮಾನಂದವಾಡಿ: [6, 2171, 65, 2185]
plastic-title: ಪ್ಲಾಸ್ಟಿಕ್ ನಿಷೇಧ [1042, 838, 1146, 862]
adalat-col2 [594, 1565, 854, 1919]
police-text: ಲಕ್ಷಾಂತರ ಜನರು ಶ್ರೀ ಕ್ಷೇತ್ರಕ್ಕೆ ಆಗಮಿಸುವ ನಿರೀಕ್ಷೆ ಇರುವುದರಿಂದ ಯಾವುದೇ ಅಹಿತಕರ ಘಟನೆಗಳು ನಡೆಯದಂತೆ ಮುನ್ನೆಚ್ಚರಿಕೆ ಕ್ರಮವಾಗಿ ಇಬ್ಬರು ಡಿವೈಎಸ್ಪಿ, 9 ಇನ್ಸ್‌ಪೆಕ್ಟರ್ 32 ಸಬ್ ಇನ್ಸ್‌ಪೆಕ್ಟರ್ 67 ಎಎಸ್ಐ 421 ಪೇದೆಗಳು, 98 ಮಹಿಳಾ ಪೇದೆಗಳು 401 ಗೃಹ ರಕ್ಷಕ ದಳದ ಸಿಬ್ಬಂದಿ, 4 ಡಿಆರ್ ಕೆಎಸ್ಆರ್‌ಪಿ ತುಕಡಿ ನಿಯೋಜಿಸಲಾಗಿದೆ ಎಂದು ಜಿಲ್ಲಾ ಪೊಲೀಸ್ ವರಿಷ್ಠಾಧಿಕಾರಿ ಡಾ.ಬಿ.ಟಿ ಕವಿತಾ ತಿಳಿಸಿದ್ದಾರೆ. [969, 610, 1220, 737]
page-number: 4 [11, 7, 41, 58]
photo-illustration [661, 229, 1231, 561]
masthead-date: ಫೆಬ್ರವರಿ 26, 2025 [1354, 35, 1447, 50]
judge-photo-sign: al Services Authority [642, 1298, 847, 1317]
lead-col2b-text: ವ್ಯವಸ್ಥೆ ಕಲ್ಪಿಸಲು ಅಗತ್ಯ ಸಿದ್ಧತೆ ಮಾಡಿಕೊಳ್ಳಲಾಗಿದೆ. ದೇವಸ್ಥಾನದ ದೇವಸ್ಥಾನದ ರಾಜಗೋಪುರ ಮುಂಭಾಗ ಮತ್ತಿತರ ಜನಸಂದಣಿ ಇರುವ ಕಡೆ ಕಾವಲಿಗೆ ಹೆಚ್ಚು ಪೌರಕಾರ್ಮಿಕ ಸಿಬ್ಬಂದಿಗಳನ್ನು ನಿಯೋಜಿಸಲಾಗಿದೆ. [958, 1079, 1231, 1131]
health-caption-2-text: ರಾಜ್ಯ ಸಂಪನ್ಮೂಲ ವ್ಯಕ್ತಿಯಾದ ರಶ್ಮಿರವರು ಮಾತನಾಡಿ ಜೆಜೆಎಂ ಮತ್ತು ಎಸ್.ಬಿ.ಎಂ ಯೋಜನೆಗಳ ಕುರಿತು ಮಾಹಿತಿ ನೀಡಿದರು. ಈ ಕಾರ್ಯಾಗಾರದಲ್ಲಿ ಬಹಳ ಉಪಯುಕ್ತ ಮಾಹಿತಿ ದೊರೆಯುತ್ತದೆ ಎಂದರು. [945, 2347, 1229, 2399]
s3-dateline: ಚಾಮರಾಜನಗರ: [6, 1213, 72, 1227]
lead-banner: ಶ್ರೀ ಮಲೆ ಮಹದೇಶ್ವರ ಸ್ವಾಮಿ ಕ್ಷೇತ್ರ ಅಭಿವೃದ್ಧಿ ಪ್ರಾಧಿಕಾರದ ವತಿಯಿಂದ ಸಕಲ ಸಿದ್ಧತೆ [351, 158, 1506, 217]
s3-headline-1: ಕೋಳಿ ಸಾಕಾಣಿಕೆ ಉಚಿತ [54, 1118, 284, 1153]
quote-text: ಮಹಾಶಿವರಾತ್ರಿ ಜಾತ್ರಾ ಮಹೋತ್ಸವ ಪ್ರಯುಕ್ತ ಶ್ರೀ ಕ್ಷೇತ್ರ ಮಲೆ ಮಹದೇಶ್ವರ ಬೆಟ್ಟಕ್ಕೆ ಪಾದ ಯಾತ್ರೆಯ ಮೂಲಕ ಲಕ್ಷಾಂತರ ಭಕ್ತರು ಆಗಮಿಸುವ ಹಿನ್ನೆಲೆಯಲ್ಲಿ ಬರುವಂತಹ ಭಕ್ತರಿಗೆ ಅಗತ್ಯ ಮೂಲಸೌಲಭ್ಯಗಳನ್ನು ಕಲ್ಪಿಸಲಾಗಿದೆ. ಜಾತ್ರಾ ಮಹೋತ್ಸವದಲ್ಲಿ ನೂತನ ಮಾದರಿಯ ವಿದ್ಯುತ್ ದೀಪ ಅಲಂಕಾರ, ಹೂವಿನ ಅಲಂಕಾರ ಮಾಡಲಾಗುವುದು. ಗರ್ಭ ಗುಡಿಯಲ್ಲಿ ನಡೆ ಯುವ ವಿಶೇಷ ಪೂಜೆಯನ್ನು ಟಿವಿ ಪರದೆಯ ಮೂಲಕ ನೋಡಲು ಕ್ರಮವಹಿಸಲಾಗಿದೆ. ಶ್ರೀ ಕ್ಷೇತ್ರದಲ್ಲಿ ಪ್ಲಾಸ್ಟಿಕ್ ಬಳಸದಂತೆ ಹೆಚ್ಚಿನ ಅರಿವು ಮೂಡಿಸಲಾಗುವುದು. [1248, 247, 1495, 412]
kalajatha-headline-2: ಅಪಾರ ಜಿಲ್ಲಾಧಿಕಾರಿ ಚಾಲನೆ [1127, 1272, 1424, 1310]
s2-dateline: ಚಾಮರಾಜನಗರ: [6, 763, 72, 778]
twowheeler-text: ಮಹಾಶಿವರಾತ್ರಿ ಜಾತ್ರಾ ಮಹೋತ್ಸವ ಸಂಬಂಧ ಟ್ರಾಫಿಕ್ ಜಾಮ್ ತಡೆಗಟ್ಟಲು ಫೆಬ್ರವರಿ 25ರ ಬೆಳಿಗ್ಗೆ 6 ಗಂಟೆಯಿಂದ ಮಾರ್ಚ್ 2ರ ಸಂಜೆ 6 ಗಂಟೆಯವರೆಗೆ ಮ.ಬೆಟ್ಟಕ್ಕೆ ದ್ವಿಚಕ್ರ ವಾಹನದಲ್ಲಿ ಹೋಗುವುದನ್ನು ನಿರ್ಬಂಧಿಸಲಾಗಿದೆ. ದ್ವಿಚಕ್ರ ವಾಹನದಲ್ಲಿ ಬರುವ ಭಕ್ತರಿಗೆ ಕೌದಳ್ಳಿಯಲ್ಲಿ ತಾತ್ಕಾಲಿಕ ಪಾರ್ಕಿಂಗ್ ವ್ಯವಸ್ಥೆ ಕಲ್ಪಿಸಲಾಗಿದ್ದು, ಇಲ್ಲಿಂದ ಕೆಎಸ್‌ಆರ್‌ಟಿಸಿ ಬಸ್ ಮುಖಾಂತರ ಮಹದೇಶ್ವರ ಬೆಟ್ಟಕ್ಕೆ ತೆರಳಲು ವಿಶೇಷ ವ್ಯವಸ್ಥೆ ಕಲ್ಪಿಸಲಾಗಿದೆ. [1248, 964, 1495, 1092]
masthead-day: ಬುಧವಾರ [1354, 11, 1394, 26]
s5-headline: 27ರಂದು ವಿದ್ಯುತ್ ವ್ಯತ್ಯಯ [60, 2131, 277, 2159]
divider [6, 1631, 331, 1632]
adalat-col1a-text: ರಾಜ್ಯ ಕಾನೂನು ಸೇವೆಗಳ ಪ್ರಾಧಿಕಾರದ ವತಿಯಿಂದ ರಾಜ್ಯಾದ್ಯಂತ ಮಾರ್ಚ್ 08 ರಂದು ರಾಷ್ಟ್ರೀಯ ಲೋಕ-ಅದಾಲತ್‌ನ್ನು ಹಮ್ಮಿಕೊಳ್ಳಲಾಗಿದೆ. ಈ ಹಿನ್ನೆಲೆಯಲ್ಲಿ ಮಂಡ್ಯ ಜಿಲ್ಲೆಯಲ್ಲಿ ಬರುವಂತಹ 7 ತಾಲ್ಲೂಕುಗಳಲ್ಲಿಯೂ ಸಹ ಲೋಕ್-ಅದಾಲತ್ ಮುಖಾಂತರ ಪ್ರಕರಣಗಳನ್ನು ಇತ್ಯರ್ಥಗೊಳಿಸುವ ಸಲುವಾಗಿ ಪೂರ್ವಭಾವಿ ಬೈಠಕ್‌ಗಳನ್ನು ನಡೆಸಲಾಗುತ್ತಿದೆ ಎಂದು ಜಿಲ್ಲಾ ಕಾನೂನು ಸೇವೆಗಳ ಪ್ರಾಧಿಕಾರದ ಸದಸ್ಯ ಕಾರ್ಯದರ್ಶಿ ಹಾಗೂ ಹಿರಿಯ ಶ್ರೇಣಿ ಸಿವಿಲ್ ನ್ಯಾಯಾಧೀಶರಾದ ಆನಂದ್ ಎಂ.ರವರು ತಿಳಿಸಿದ್ದಾರೆ. [351, 1290, 588, 1455]
sidebar-tab-left: ಸುದ್ದಿ [6, 74, 170, 117]
lead-col2b [958, 1076, 1231, 1199]
police-box [958, 569, 1231, 824]
workshop-banner: ಸಮುದಾಯ ಮಟ್ಟದ ವಾಶ್ ಕಾರ್ಯಾಗಾರ [898, 2093, 1045, 2106]
divider [6, 1106, 331, 1108]
health-col1 [351, 2017, 645, 2423]
kalajatha-photo [1045, 1333, 1506, 1606]
